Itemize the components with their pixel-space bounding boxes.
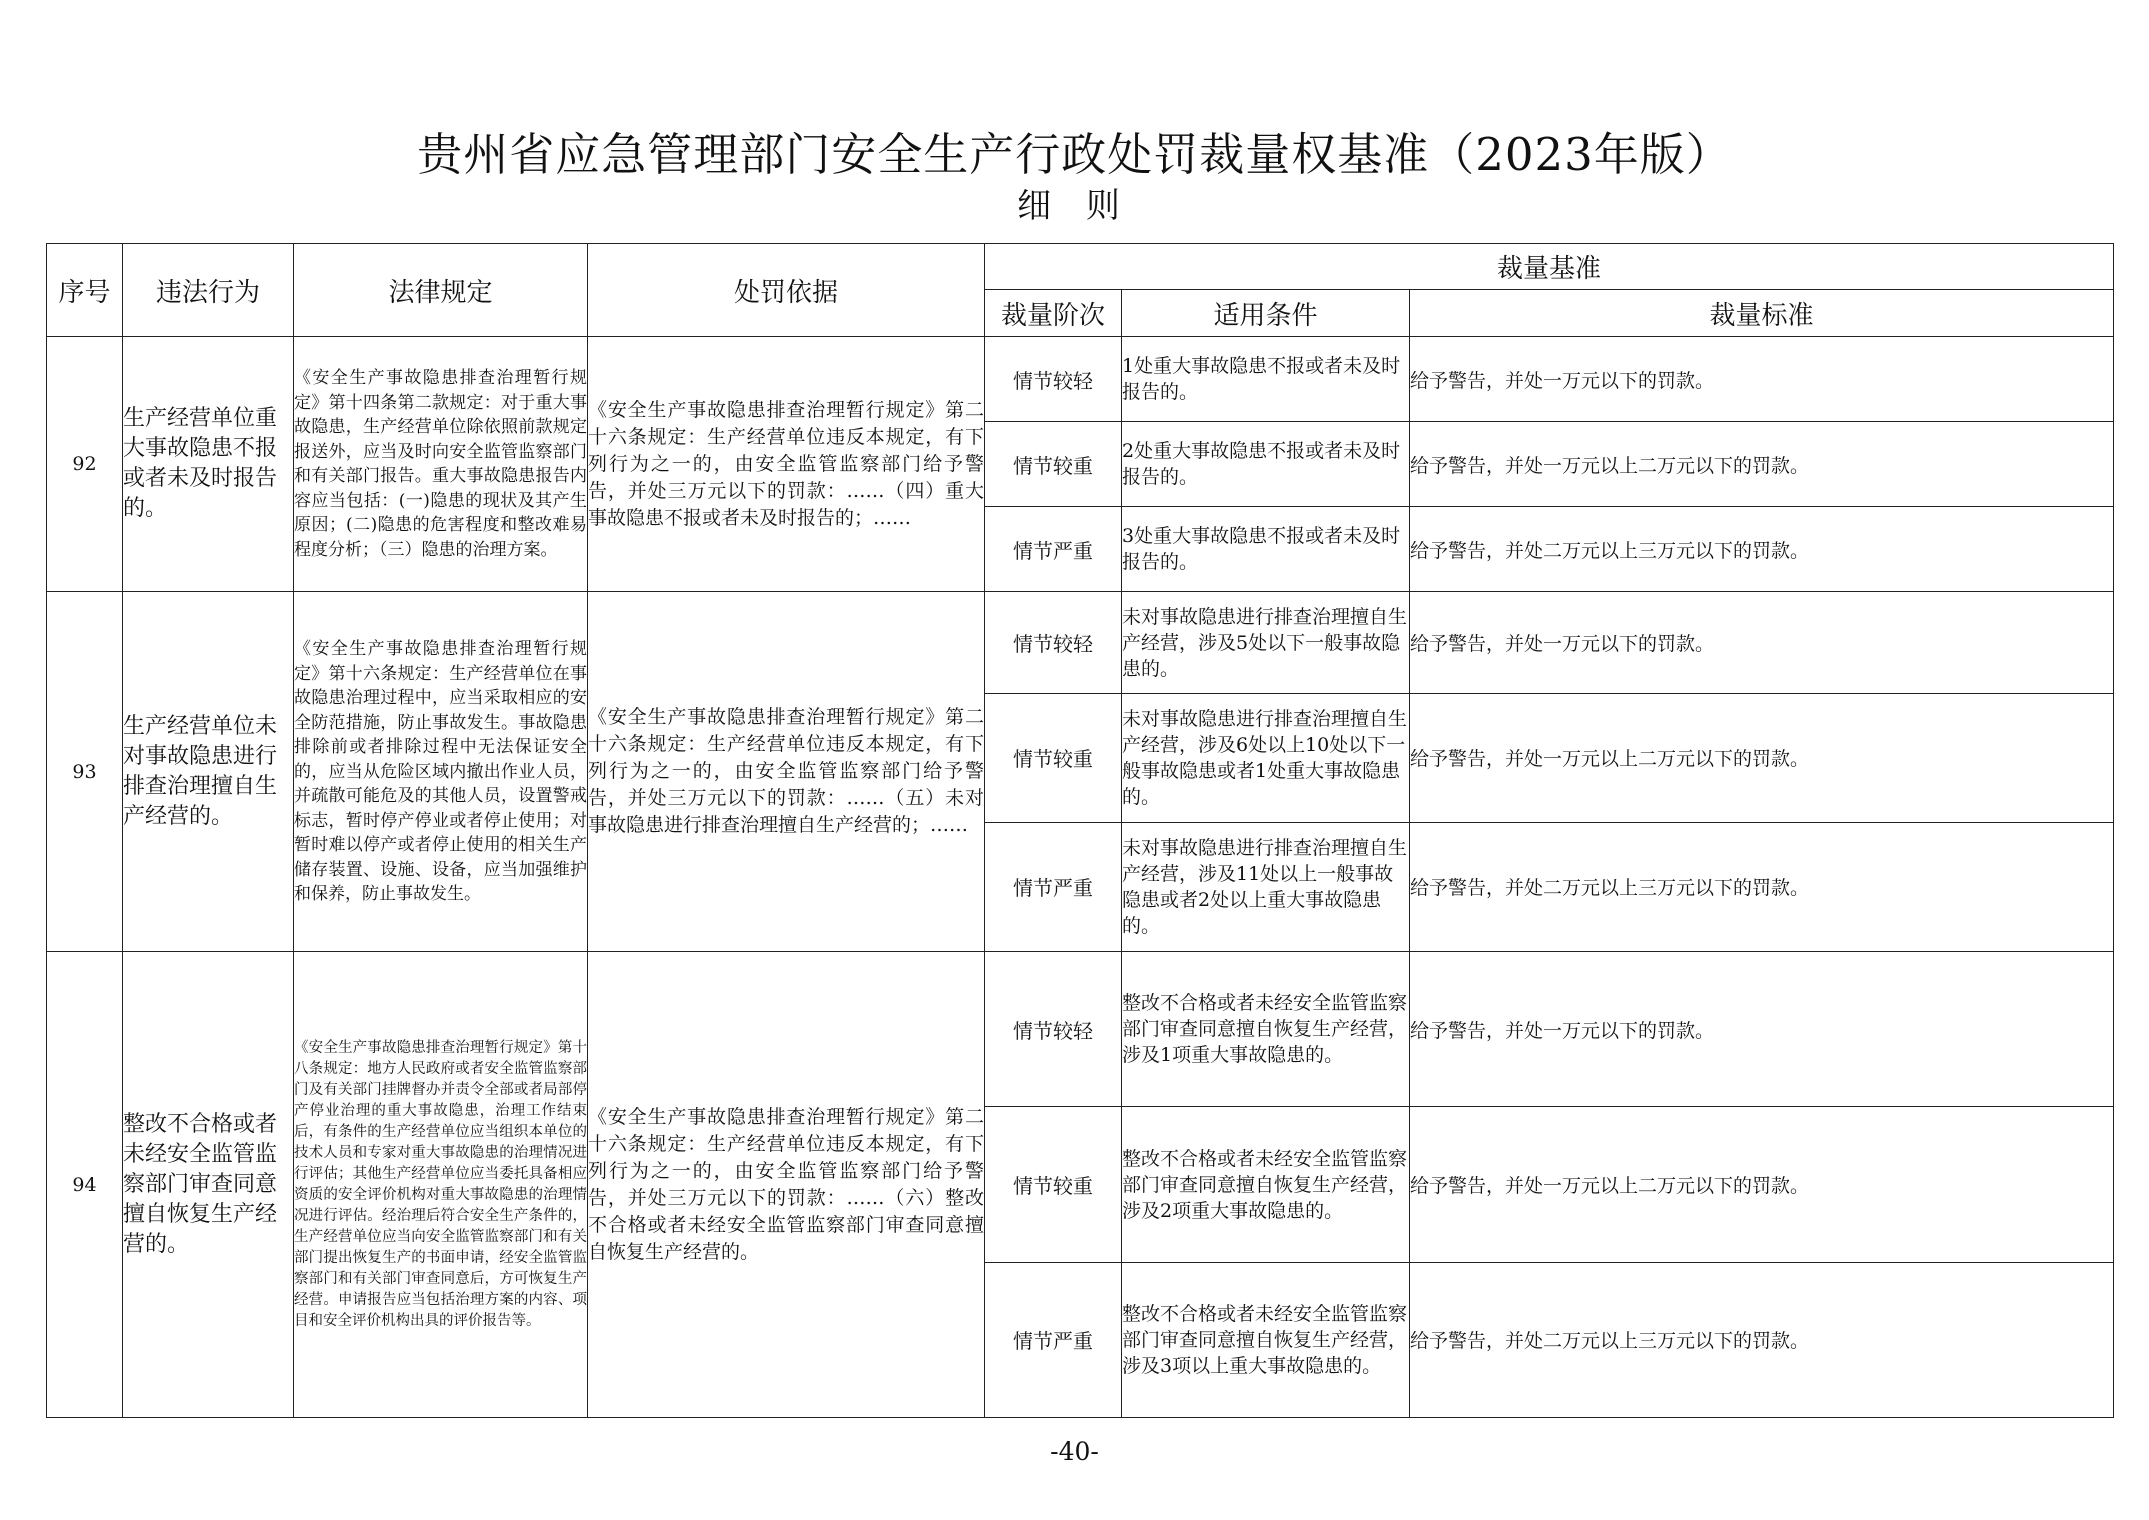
penalty-basis: 《安全生产事故隐患排查治理暂行规定》第二十六条规定：生产经营单位违反本规定，有下列行为之一的，由安全监管监察部门给予警告，并处三万元以下的罚款：……（五）未对事故隐患进行排查治理擅自生产经营的；…… [588,592,985,952]
header-group: 裁量基准 [985,244,2114,290]
level-cell: 情节较轻 [985,592,1122,693]
condition-cell: 整改不合格或者未经安全监管监察部门审查同意擅自恢复生产经营，涉及3项以上重大事故隐患的。 [1122,1262,1410,1417]
header-basis: 处罚依据 [588,244,985,337]
condition-cell: 未对事故隐患进行排查治理擅自生产经营，涉及5处以下一般事故隐患的。 [1122,592,1410,693]
penalty-table [46,243,2114,1418]
header-cond: 适用条件 [1122,290,1410,337]
table-row [47,952,2114,1107]
standard-cell: 给予警告，并处二万元以上三万元以下的罚款。 [1410,507,2114,592]
header-level: 裁量阶次 [985,290,1122,337]
level-cell: 情节较重 [985,422,1122,507]
legal-provision: 《安全生产事故隐患排查治理暂行规定》第十四条第二款规定：对于重大事故隐患，生产经营单位除依照前款规定报送外，应当及时向安全监管监察部门和有关部门报告。重大事故隐患报告内容应当包括：(一)隐患的现状及其产生原因；(二)隐患的危害程度和整改难易程度分析；（三）隐患的治理方案。 [294,337,588,592]
condition-cell: 2处重大事故隐患不报或者未及时报告的。 [1122,422,1410,507]
level-cell: 情节较重 [985,693,1122,822]
table-row [47,592,2114,693]
header-law: 法律规定 [294,244,588,337]
violation-act: 生产经营单位重大事故隐患不报或者未及时报告的。 [123,337,294,592]
header-seq: 序号 [47,244,123,337]
standard-cell: 给予警告，并处二万元以上三万元以下的罚款。 [1410,822,2114,951]
condition-cell: 1处重大事故隐患不报或者未及时报告的。 [1122,337,1410,422]
violation-act: 生产经营单位未对事故隐患进行排查治理擅自生产经营的。 [123,592,294,952]
document-subtitle: 细 则 [1017,186,1132,226]
condition-cell: 整改不合格或者未经安全监管监察部门审查同意擅自恢复生产经营，涉及2项重大事故隐患的。 [1122,1107,1410,1262]
condition-cell: 未对事故隐患进行排查治理擅自生产经营，涉及6处以上10处以下一般事故隐患或者1处重大事故隐患的。 [1122,693,1410,822]
level-cell: 情节严重 [985,822,1122,951]
condition-cell: 整改不合格或者未经安全监管监察部门审查同意擅自恢复生产经营，涉及1项重大事故隐患的。 [1122,952,1410,1107]
standard-cell: 给予警告，并处一万元以上二万元以下的罚款。 [1410,422,2114,507]
penalty-basis: 《安全生产事故隐患排查治理暂行规定》第二十六条规定：生产经营单位违反本规定，有下列行为之一的，由安全监管监察部门给予警告，并处三万元以下的罚款：……（四）重大事故隐患不报或者未及时报告的；…… [588,337,985,592]
row-number: 94 [47,952,123,1418]
standard-cell: 给予警告，并处一万元以下的罚款。 [1410,337,2114,422]
standard-cell: 给予警告，并处一万元以上二万元以下的罚款。 [1410,1107,2114,1262]
row-number: 93 [47,592,123,952]
level-cell: 情节较轻 [985,337,1122,422]
standard-cell: 给予警告，并处一万元以上二万元以下的罚款。 [1410,693,2114,822]
table-row [47,337,2114,422]
header-act: 违法行为 [123,244,294,337]
penalty-basis: 《安全生产事故隐患排查治理暂行规定》第二十六条规定：生产经营单位违反本规定，有下列行为之一的，由安全监管监察部门给予警告，并处三万元以下的罚款：……（六）整改不合格或者未经安全监管监察部门审查同意擅自恢复生产经营的。 [588,952,985,1418]
condition-cell: 3处重大事故隐患不报或者未及时报告的。 [1122,507,1410,592]
row-number: 92 [47,337,123,592]
level-cell: 情节较重 [985,1107,1122,1262]
standard-cell: 给予警告，并处一万元以下的罚款。 [1410,592,2114,693]
header-std: 裁量标准 [1410,290,2114,337]
page-number: -40- [1050,1437,1099,1466]
condition-cell: 未对事故隐患进行排查治理擅自生产经营，涉及11处以上一般事故隐患或者2处以上重大事故隐患的。 [1122,822,1410,951]
legal-provision: 《安全生产事故隐患排查治理暂行规定》第十六条规定：生产经营单位在事故隐患治理过程中，应当采取相应的安全防范措施，防止事故发生。事故隐患排除前或者排除过程中无法保证安全的，应当从危险区域内撤出作业人员，并疏散可能危及的其他人员，设置警戒标志，暂时停产停业或者停止使用；对暂时难以停产或者停止使用的相关生产储存装置、设施、设备，应当加强维护和保养，防止事故发生。 [294,592,588,952]
level-cell: 情节严重 [985,1262,1122,1417]
document-title: 贵州省应急管理部门安全生产行政处罚裁量权基准（2023年版） [417,128,1732,181]
level-cell: 情节严重 [985,507,1122,592]
level-cell: 情节较轻 [985,952,1122,1107]
violation-act: 整改不合格或者未经安全监管监察部门审查同意擅自恢复生产经营的。 [123,952,294,1418]
standard-cell: 给予警告，并处二万元以上三万元以下的罚款。 [1410,1262,2114,1417]
legal-provision: 《安全生产事故隐患排查治理暂行规定》第十八条规定：地方人民政府或者安全监管监察部门及有关部门挂牌督办并责令全部或者局部停产停业治理的重大事故隐患，治理工作结束后，有条件的生产经营单位应当组织本单位的技术人员和专家对重大事故隐患的治理情况进行评估；其他生产经营单位应当委托具备相应资质的安全评价机构对重大事故隐患的治理情况进行评估。经治理后符合安全生产条件的，生产经营单位应当向安全监管监察部门和有关部门提出恢复生产的书面申请，经安全监管监察部门和有关部门审查同意后，方可恢复生产经营。申请报告应当包括治理方案的内容、项目和安全评价机构出具的评价报告等。 [294,952,588,1418]
standard-cell: 给予警告，并处一万元以下的罚款。 [1410,952,2114,1107]
